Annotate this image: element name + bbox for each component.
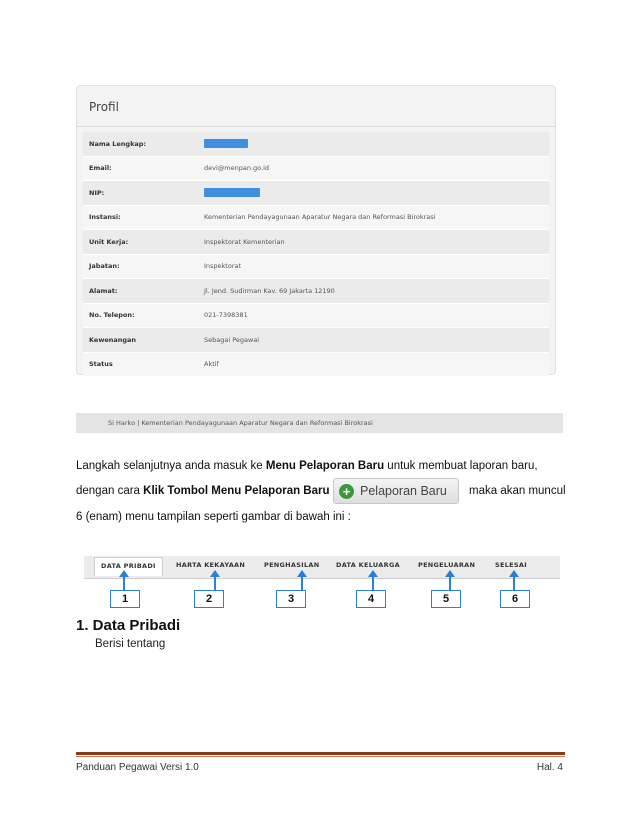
row-value [204, 139, 549, 148]
row-value: Jl. Jend. Sudirman Kav. 69 Jakarta 12190 [204, 286, 335, 295]
footer-rule-thin [76, 756, 565, 757]
row-value: Sebagai Pegawai [204, 335, 260, 344]
row-value: 021-7398381 [204, 311, 248, 320]
row-label: Kewenangan [89, 335, 137, 344]
profile-row [83, 181, 549, 206]
text: Langkah selanjutnya anda masuk ke [76, 460, 266, 472]
arrow-shaft [214, 575, 216, 590]
profile-row [83, 279, 549, 304]
paragraph-line-2 [76, 485, 330, 497]
arrow-shaft [301, 575, 303, 590]
footer-doc-title: Panduan Pegawai Versi 1.0 [76, 762, 199, 773]
arrow-up-icon [509, 570, 519, 577]
profile-title: Profil [89, 100, 119, 114]
row-label: Status [89, 360, 113, 369]
number-box: 4 [356, 590, 386, 608]
row-value: devi@menpan.go.id [204, 164, 270, 173]
tab-harta-kekayaan[interactable]: HARTA KEKAYAAN [176, 561, 246, 569]
profile-row [83, 206, 549, 231]
row-label: Instansi: [89, 213, 121, 222]
number-box: 3 [276, 590, 306, 608]
arrow-up-icon [368, 570, 378, 577]
plus-circle-icon: + [339, 484, 354, 499]
number-box: 6 [500, 590, 530, 608]
footer-rule [76, 752, 565, 755]
arrow-up-icon [210, 570, 220, 577]
tab-data-keluarga[interactable]: DATA KELUARGA [336, 561, 400, 569]
paragraph-line-1 [76, 460, 538, 472]
text: untuk membuat laporan baru, [384, 460, 538, 472]
text: dengan cara [76, 485, 144, 497]
row-value: Kementerian Pendayagunaan Aparatur Negara dan Reformasi Birokrasi [204, 213, 436, 222]
tab-penghasilan[interactable]: PENGHASILAN [264, 561, 320, 569]
row-value [204, 188, 549, 197]
row-label: Nama Lengkap: [89, 139, 147, 148]
redacted-name [204, 139, 248, 148]
arrow-up-icon [297, 570, 307, 577]
paragraph-line-3: 6 (enam) menu tampilan seperti gambar di bawah ini : [76, 511, 351, 523]
row-label: Unit Kerja: [89, 237, 129, 246]
profile-row [83, 353, 549, 378]
bold-text: Klik Tombol Menu Pelaporan Baru [143, 485, 330, 497]
number-box: 5 [431, 590, 461, 608]
footer-page-number: Hal. 4 [536, 762, 563, 773]
profile-table [83, 132, 549, 377]
row-value: Inspektorat [204, 262, 242, 271]
tab-data-pribadi[interactable]: DATA PRIBADI [94, 557, 163, 576]
number-box: 1 [110, 590, 140, 608]
row-label: Email: [89, 164, 112, 173]
arrow-up-icon [119, 570, 129, 577]
number-box: 2 [194, 590, 224, 608]
profile-row [83, 230, 549, 255]
section-heading: 1. Data Pribadi [76, 617, 181, 634]
arrow-up-icon [445, 570, 455, 577]
profile-card [76, 85, 556, 375]
row-value: Aktif [204, 360, 219, 369]
row-label: NIP: [89, 188, 105, 197]
row-label: No. Telepon: [89, 311, 135, 320]
tab-strip [84, 556, 560, 579]
bold-text: Menu Pelaporan Baru [265, 460, 385, 472]
row-label: Jabatan: [89, 262, 120, 271]
arrow-shaft [449, 575, 451, 590]
tab-selesai[interactable]: SELESAI [495, 561, 527, 569]
divider [77, 126, 555, 127]
profile-row [83, 328, 549, 353]
section-subtext: Berisi tentang [95, 638, 166, 650]
button-label: Pelaporan Baru [360, 484, 447, 498]
arrow-shaft [123, 575, 125, 590]
row-value: Inspektorat Kementerian [204, 237, 285, 246]
row-label: Alamat: [89, 286, 118, 295]
redacted-nip [204, 188, 260, 197]
pelaporan-baru-button[interactable] [333, 478, 459, 504]
profile-row [83, 304, 549, 329]
arrow-shaft [372, 575, 374, 590]
profile-row [83, 132, 549, 157]
arrow-shaft [513, 575, 515, 590]
paragraph-line-2-end: maka akan muncul [469, 485, 566, 497]
app-footer-bar [76, 413, 563, 433]
app-footer-text: Si Harko | Kementerian Pendayagunaan Aparatur Negara dan Reformasi Birokrasi [108, 419, 373, 427]
tab-pengeluaran[interactable]: PENGELUARAN [418, 561, 476, 569]
profile-row [83, 255, 549, 280]
profile-row [83, 157, 549, 182]
